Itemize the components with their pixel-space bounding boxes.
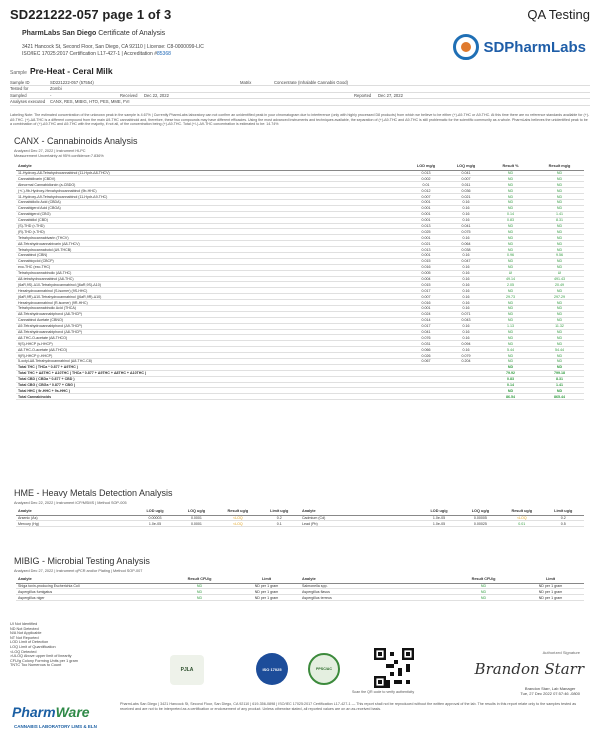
hme-title: HME - Heavy Metals Detection Analysis <box>14 488 173 498</box>
qa-label: QA Testing <box>527 7 590 22</box>
result-pct-cell: ND <box>486 194 535 200</box>
analyte-cell: Total THC + Δ8THC + Δ10THC ( THCa * 0.877 + Δ9THC + Δ8THC + Δ10THC ) <box>16 370 406 376</box>
report-id: SD221222-057 page 1 of 3 <box>10 7 172 22</box>
hme-cell: <LOQ <box>217 521 258 527</box>
hme-table <box>16 508 584 527</box>
meta-row: Tested for Zombi <box>10 86 590 92</box>
loq-cell: 0.16 <box>446 252 486 258</box>
lod-cell: 0.001 <box>406 305 446 311</box>
lab-line <box>22 30 165 37</box>
result-pct-cell: ND <box>486 288 535 294</box>
result-mg-cell: 799.18 <box>535 370 584 376</box>
result-mg-cell: 865.44 <box>535 394 584 400</box>
analyte-cell: 5-octyl-Δ8-Tetrahydrocannabinol (Δ8-THC-C8) <box>16 359 406 365</box>
legend-item: UI Not Identified <box>10 622 38 626</box>
result-pct-cell: ND <box>486 329 535 335</box>
loq-cell: 0.007 <box>446 176 486 182</box>
table-row <box>16 394 584 400</box>
analyte-cell: 11-Hydroxy-Δ8-Tetrahydrocannabinol (11-Hydr-Δ8-THCV) <box>16 170 406 176</box>
result-mg-cell: ND <box>535 364 584 370</box>
result-mg-cell: 20.49 <box>535 282 584 288</box>
lod-cell: 0.066 <box>406 347 446 353</box>
result-pct-cell: ND <box>486 182 535 188</box>
col-header: LOQ ug/g <box>460 508 501 515</box>
loq-cell: 0.047 <box>446 258 486 264</box>
table-row <box>16 521 584 527</box>
analyte-cell: Cannabinol (CBN) <box>16 252 406 258</box>
col-lod: LOD mg/g <box>406 163 446 170</box>
result-mg-cell: 8.31 <box>535 376 584 382</box>
mibig-cell: ND <box>166 589 233 595</box>
result-pct-cell: ND <box>486 199 535 205</box>
result-mg-cell: ND <box>535 264 584 270</box>
analyte-cell: Tetrahydrocannabutol (Δ9-THCB) <box>16 247 406 253</box>
result-pct-cell: ND <box>486 359 535 365</box>
lod-cell: 0.001 <box>406 205 446 211</box>
loq-cell: 0.041 <box>446 223 486 229</box>
result-mg-cell: 1.41 <box>535 211 584 217</box>
lod-cell: 0.004 <box>406 276 446 282</box>
result-mg-cell: ND <box>535 235 584 241</box>
col-header: Analyte <box>16 576 166 583</box>
lod-cell: 0.001 <box>406 235 446 241</box>
analyte-cell: (6aR,9R)-Δ10-Tetrahydrocannabinol ((6aR,9R)-Δ10) <box>16 294 406 300</box>
legend-item: CFU/g Colony Forming Units per 1 gram <box>10 658 78 663</box>
result-pct-cell: 0.14 <box>486 382 535 388</box>
lod-cell: 0.017 <box>406 288 446 294</box>
legend-item: NT Not Reported <box>10 635 39 640</box>
lod-cell: 0.01 <box>406 182 446 188</box>
footer-note: PharmLabs San Diego | 3421 Hancock St, Second Floor, San Diego, CA 92110 | 619-356-0898 | ISO/IEC 17025:2017 Certification L17-427-1 — This report shall not be reproduced without the written approval of the lab. The results in this report relate only to the samples tested as received and are not to be interpreted as a certification or endorsement of any product. Unless otherwise stated, all reported values are on an as-received basis. <box>120 702 577 711</box>
hme-cell: Lead (Pb) <box>300 521 418 527</box>
result-mg-cell: ND <box>535 329 584 335</box>
result-pct-cell: 0.83 <box>486 376 535 382</box>
result-pct-cell: ND <box>486 188 535 194</box>
result-mg-cell: ND <box>535 182 584 188</box>
col-header: Analyte <box>300 508 418 515</box>
pjla-badge: PJLA <box>170 655 204 685</box>
legend-item: N/A Not Applicable <box>10 631 42 636</box>
loq-cell: 0.036 <box>446 188 486 194</box>
mibig-cell: ND per 1 gram <box>517 583 584 589</box>
mibig-cell: Aspergillus terreus <box>300 595 450 601</box>
mibig-cell: Aspergillus niger <box>16 595 166 601</box>
loq-cell: 0.094 <box>446 341 486 347</box>
result-pct-cell: 29.73 <box>486 294 535 300</box>
lod-cell: 0.007 <box>406 294 446 300</box>
loq-cell: 0.071 <box>446 311 486 317</box>
result-mg-cell: ND <box>535 288 584 294</box>
qr-caption: Scan the QR code to verify authenticity <box>352 690 415 694</box>
meta-row: Sample ID SD221222-057 (57554) Matrix Concentrate (Inhalable Cannabis Good) <box>10 80 590 86</box>
hme-cell: 0.2 <box>259 515 300 521</box>
analyte-cell: Cannabigerol Acid (CBGA) <box>16 205 406 211</box>
mibig-cell: Aspergillus fumigatus <box>16 589 166 595</box>
signature-label: Authorized Signature <box>542 650 580 655</box>
col-header: Limit ug/g <box>543 508 585 515</box>
lab-address <box>22 44 382 58</box>
lab-logo <box>453 34 586 60</box>
pharmware-tagline: CANNABIS LABORATORY LIMS & ELN <box>14 724 97 729</box>
col-header: Result CFU/g <box>166 576 233 583</box>
col-analyte: Analyte <box>16 163 406 170</box>
logo-icon <box>453 34 479 60</box>
loq-cell: 0.043 <box>446 317 486 323</box>
loq-cell: 0.16 <box>446 329 486 335</box>
hme-cell: <LOQ <box>501 515 542 521</box>
result-pct-cell: ND <box>486 305 535 311</box>
result-mg-cell: ND <box>535 388 584 394</box>
col-loq: LOQ mg/g <box>446 163 486 170</box>
loq-cell: 0.16 <box>446 199 486 205</box>
result-pct-cell: ND <box>486 335 535 341</box>
analyte-cell: Abnormal Cannabidiorcin (a-CBDO) <box>16 182 406 188</box>
hme-cell: 0.0001 <box>176 515 217 521</box>
analyte-cell: Total CBG ( CBGa * 0.877 + CBG ) <box>16 382 406 388</box>
result-mg-cell: ND <box>535 359 584 365</box>
loq-cell: 0.204 <box>446 359 486 365</box>
analyte-cell: Δ8-Tetrahydrocannabiphorol (Δ8-THCP) <box>16 311 406 317</box>
signatory: Brandon Starr, Lab Manager Tue, 27 Dec 2022 07:57:46 -0800 <box>520 686 580 696</box>
result-pct-cell: ND <box>486 300 535 306</box>
analyte-cell: exo-THC (exo-THC) <box>16 264 406 270</box>
mibig-cell: ND <box>166 583 233 589</box>
lod-cell: 0.015 <box>406 258 446 264</box>
analyte-cell: Total HHC ( 9r-HHC + 9s-HHC ) <box>16 388 406 394</box>
mibig-cell: ND per 1 gram <box>517 595 584 601</box>
result-pct-cell: 0.96 <box>486 252 535 258</box>
col-result-mg: Result mg/g <box>535 163 584 170</box>
lod-cell: 0.024 <box>406 311 446 317</box>
qr-code[interactable] <box>374 648 414 688</box>
loq-cell: 0.16 <box>446 264 486 270</box>
result-pct-cell: ND <box>486 170 535 176</box>
analyte-cell: Δ8-THC-O-acetate (Δ8-THCO) <box>16 347 406 353</box>
mibig-title: MIBIG - Microbial Testing Analysis <box>14 556 150 566</box>
col-header: Result CFU/g <box>450 576 517 583</box>
meta-row: Analyses executed CANX, RES, MIBIG, HTO, PES, MME, FVI <box>10 99 590 105</box>
lod-cell: 0.007 <box>406 194 446 200</box>
legend-item: ND Not Detected <box>10 626 39 631</box>
lod-cell: 0.014 <box>406 317 446 323</box>
table-row <box>16 595 584 601</box>
analyte-cell: 9(S)-HHCP (s-HHCP) <box>16 341 406 347</box>
legend-item: LOQ Limit of Quantification <box>10 644 56 649</box>
result-pct-cell: ND <box>486 235 535 241</box>
result-mg-cell: 297.29 <box>535 294 584 300</box>
result-mg-cell: ND <box>535 353 584 359</box>
loq-cell: 0.16 <box>446 211 486 217</box>
mibig-cell: ND per 1 gram <box>233 595 300 601</box>
col-header: Limit ug/g <box>259 508 300 515</box>
lod-cell: 0.025 <box>406 229 446 235</box>
result-pct-cell: ND <box>486 258 535 264</box>
loq-cell: 0.16 <box>446 288 486 294</box>
result-mg-cell: UI <box>535 270 584 276</box>
result-mg-cell: ND <box>535 317 584 323</box>
analyte-cell: (6aR,9S)-Δ10-Tetrahydrocannabinol ((6aR,9S)-Δ10) <box>16 282 406 288</box>
result-pct-cell: ND <box>486 247 535 253</box>
result-pct-cell: ND <box>486 341 535 347</box>
result-mg-cell: 9.56 <box>535 252 584 258</box>
accreditation-link[interactable]: 85368 <box>157 51 171 57</box>
result-mg-cell: ND <box>535 194 584 200</box>
analyte-cell: Tetrahydrocannabivarin (THCV) <box>16 235 406 241</box>
hme-cell: 0.1 <box>259 521 300 527</box>
result-pct-cell: ND <box>486 264 535 270</box>
result-mg-cell: ND <box>535 305 584 311</box>
result-mg-cell: ND <box>535 241 584 247</box>
result-pct-cell: ND <box>486 317 535 323</box>
result-mg-cell: 11.32 <box>535 323 584 329</box>
lod-cell: 0.076 <box>406 335 446 341</box>
hme-cell: 0.00003 <box>134 515 175 521</box>
signature: Brandon Starr <box>474 660 584 678</box>
col-header: LOD ug/g <box>418 508 459 515</box>
lod-cell <box>406 394 446 400</box>
result-pct-cell: 0.14 <box>486 211 535 217</box>
result-pct-cell: 5.44 <box>486 347 535 353</box>
loq-cell: 0.021 <box>446 194 486 200</box>
analyte-cell: Tetrahydrocannabinolic Acid (THCA) <box>16 305 406 311</box>
result-mg-cell: ND <box>535 335 584 341</box>
lod-cell: 0.001 <box>406 217 446 223</box>
result-mg-cell: ND <box>535 205 584 211</box>
hme-cell: 1.0e-05 <box>134 521 175 527</box>
canx-subtitle: Analyzed Dec 27, 2022 | Instrument HLPC Measurement Uncertainty at 95% confidence:7.836% <box>14 149 104 158</box>
analyte-cell: Δ8-THC-O-acetate (Δ8-THCO) <box>16 335 406 341</box>
analyte-cell: Total THC ( THCa * 0.877 + Δ9THC ) <box>16 364 406 370</box>
col-header: LOQ ug/g <box>176 508 217 515</box>
result-mg-cell: ND <box>535 300 584 306</box>
result-pct-cell: UI <box>486 270 535 276</box>
analyte-cell: Total CBD ( CBDa * 0.877 + CBD ) <box>16 376 406 382</box>
hme-cell: Arsenic (As) <box>16 515 134 521</box>
result-mg-cell: ND <box>535 311 584 317</box>
result-mg-cell: ND <box>535 341 584 347</box>
result-pct-cell: ND <box>486 388 535 394</box>
lab-name: PharmLabs San Diego <box>22 30 97 37</box>
result-pct-cell: ND <box>486 364 535 370</box>
loq-cell: 0.16 <box>446 335 486 341</box>
hme-cell: Cadmium (Cd) <box>300 515 418 521</box>
loq-cell: 0.16 <box>446 294 486 300</box>
ppsc-badge: PPSC/AC <box>308 653 340 685</box>
loq-cell: 0.16 <box>446 347 486 353</box>
mibig-cell: Salmonella spp. <box>300 583 450 589</box>
labeling-note: Labeling Note: The estimated concentration of the unknown peak in the sample is 4.67% | Currently PharmLabs laboratory can not confirm an unidentified peak in your chromatogram due to interference (only with highly processed D8 products) from which we believe to be either (+)-Δ9-THC or Δ9-THC. At this time there are no reference standards available for (+)-Δ9-THC. (+)-Δ8-THC is a different compound from the main Δ9-THC cannabinoid and, therefore, these two compounds may have different efficacies. Using the most advanced instruments and techniques available, the separation of (+)-Δ9-THC and Δ9-THC is still problematic for the scientific community as a whole. PharmLabs believes the unidentified peak to be a combination of (+)-Δ9-THC and Δ9-THC with the majority, if not all, of the concentration being (+)-Δ9-THC. Total (+/-)-Δ9-THC concentration is estimated to be: 14.74% <box>10 113 590 126</box>
pharmware-logo: PharmWare <box>12 704 90 720</box>
loq-cell: 0.041 <box>446 170 486 176</box>
analyte-cell: 9(R)-HHCP (r-HHCP) <box>16 353 406 359</box>
result-pct-cell: ND <box>486 311 535 317</box>
hme-cell: Mercury (Hg) <box>16 521 134 527</box>
iso-badge: ISO 17025 <box>256 653 288 685</box>
result-pct-cell: ND <box>486 241 535 247</box>
sample-meta <box>10 80 590 106</box>
analyte-cell: Cannabigerol (CBG) <box>16 211 406 217</box>
lod-cell: 0.017 <box>406 323 446 329</box>
col-header: Result ug/g <box>501 508 542 515</box>
analyte-cell: Δ8-tetrahydrocannabinol (Δ8-THC) <box>16 276 406 282</box>
result-pct-cell: 49.14 <box>486 276 535 282</box>
lod-cell: 0.005 <box>406 270 446 276</box>
loq-cell: 0.064 <box>446 241 486 247</box>
analyte-cell: Cannabidiol (CBD) <box>16 217 406 223</box>
loq-cell: 0.079 <box>446 353 486 359</box>
mibig-cell: Aspergillus flavus <box>300 589 450 595</box>
lod-cell: 0.013 <box>406 247 446 253</box>
result-mg-cell: ND <box>535 199 584 205</box>
lod-cell: 0.015 <box>406 282 446 288</box>
result-pct-cell: 0.83 <box>486 217 535 223</box>
iso-line: ISO/IEC 17025:2017 Certification L17-427-1 | Accreditation #85368 <box>22 51 171 57</box>
result-mg-cell: ND <box>535 170 584 176</box>
analyte-cell: Cannabinol Acetate (CBNO) <box>16 317 406 323</box>
loq-cell: 0.16 <box>446 300 486 306</box>
analyte-cell: 11-Hydroxy-Δ9-Tetrahydrocannabinol (11-Hydr-Δ9-THC) <box>16 194 406 200</box>
lod-cell: 0.041 <box>406 329 446 335</box>
canx-table <box>16 163 584 400</box>
sample-name: Sample Pre-Heat - Ceral Milk <box>10 66 113 76</box>
result-pct-cell: 1.13 <box>486 323 535 329</box>
col-header: Analyte <box>300 576 450 583</box>
analyte-cell: (+/-)-9b-Hydroxy-Hexahydrocannabinol (9b-HHC) <box>16 188 406 194</box>
col-header: Result ug/g <box>217 508 258 515</box>
lod-cell: 0.001 <box>406 252 446 258</box>
hme-cell: 0.00025 <box>460 521 501 527</box>
hme-cell: 0.01 <box>501 521 542 527</box>
result-mg-cell: ND <box>535 176 584 182</box>
lod-cell: 0.016 <box>406 264 446 270</box>
lod-cell: 0.013 <box>406 170 446 176</box>
lod-cell: 0.021 <box>406 241 446 247</box>
address-line: 3421 Hancock St, Second Floor, San Diego, CA 92110 | License: C8-0000099-LIC <box>22 44 204 50</box>
analyte-cell: Δ8-Tetrahydrocannabivarin (Δ8-THCV) <box>16 241 406 247</box>
analyte-cell: Δ8-Tetrahydrocannabiphorol (Δ8-THCP) <box>16 329 406 335</box>
col-header: Limit <box>517 576 584 583</box>
meta-row: Sampled - Received Dec 22, 2022 Reported Dec 27, 2022 <box>10 93 590 99</box>
loq-cell: 0.16 <box>446 282 486 288</box>
loq-cell: 0.16 <box>446 217 486 223</box>
legend-item: TNTC Too Numerous to Count <box>10 663 62 668</box>
hme-subtitle: Analyzed Dec 22, 2022 | Instrument ICP/MSMS | Method SOP-005 <box>14 501 127 505</box>
analyte-cell: Δ9-Tetrahydrocannabiphorol (Δ9-THCP) <box>16 323 406 329</box>
hme-cell: <LOQ <box>217 515 258 521</box>
hme-cell: 0.2 <box>543 515 585 521</box>
lod-cell: 0.002 <box>406 176 446 182</box>
loq-cell: 0.16 <box>446 323 486 329</box>
loq-cell: 0.038 <box>446 247 486 253</box>
legend-item: LOD Limit of Detection <box>10 640 49 645</box>
lod-cell: 0.067 <box>406 359 446 365</box>
mibig-cell: ND per 1 gram <box>517 589 584 595</box>
result-pct-cell: ND <box>486 229 535 235</box>
analyte-cell: Hexahydrocannabinol (S-isomer) (9S-HHC) <box>16 288 406 294</box>
loq-cell <box>446 394 486 400</box>
result-mg-cell: 8.31 <box>535 217 584 223</box>
result-mg-cell: 491.43 <box>535 276 584 282</box>
result-mg-cell: ND <box>535 258 584 264</box>
analyte-cell: (R)-THD (r-THD) <box>16 229 406 235</box>
canx-title: CANX - Cannabinoids Analysis <box>14 136 138 146</box>
loq-cell: 0.075 <box>446 229 486 235</box>
col-header: Limit <box>233 576 300 583</box>
mibig-cell: ND per 1 gram <box>233 589 300 595</box>
mibig-cell: ND <box>450 595 517 601</box>
hme-cell: 0.0001 <box>176 521 217 527</box>
result-pct-cell: ND <box>486 353 535 359</box>
loq-cell: 0.16 <box>446 305 486 311</box>
analyte-cell: Cannabicyclol (CBCP) <box>16 258 406 264</box>
result-mg-cell: ND <box>535 223 584 229</box>
result-mg-cell: 54.44 <box>535 347 584 353</box>
mibig-cell: ND <box>450 589 517 595</box>
loq-cell: 0.16 <box>446 270 486 276</box>
analyte-cell: Hexahydrocannabinol (R-isomer) (9R-HHC) <box>16 300 406 306</box>
lod-cell: 0.013 <box>406 223 446 229</box>
col-header: Analyte <box>16 508 134 515</box>
lod-cell: 0.012 <box>406 188 446 194</box>
lod-cell: 0.026 <box>406 353 446 359</box>
loq-cell: 0.011 <box>446 182 486 188</box>
col-header: LOD ug/g <box>134 508 175 515</box>
hme-cell: 1.0e-05 <box>418 515 459 521</box>
analyte-cell: Tetrahydrocannabinolic (Δ8-THC) <box>16 270 406 276</box>
col-result-pct: Result % <box>486 163 535 170</box>
loq-cell: 0.16 <box>446 276 486 282</box>
lod-cell: 0.001 <box>406 199 446 205</box>
result-mg-cell: ND <box>535 188 584 194</box>
analyte-cell: (S)-THD (r-THD) <box>16 223 406 229</box>
mibig-table <box>16 576 584 601</box>
analyte-cell: Cannabidiolic Acid (CBDA) <box>16 199 406 205</box>
hme-cell: 0.5 <box>543 521 585 527</box>
mibig-cell: ND per 1 gram <box>233 583 300 589</box>
result-pct-cell: 86.54 <box>486 394 535 400</box>
lod-cell: 0.016 <box>406 300 446 306</box>
mibig-cell: ND <box>450 583 517 589</box>
loq-cell: 0.16 <box>446 235 486 241</box>
lod-cell: 0.001 <box>406 211 446 217</box>
hme-cell: 0.00005 <box>460 515 501 521</box>
mibig-cell: ND <box>166 595 233 601</box>
result-pct-cell: 2.05 <box>486 282 535 288</box>
result-mg-cell: ND <box>535 247 584 253</box>
hme-cell: 1.0e-05 <box>418 521 459 527</box>
logo-text: SDPharmLabs <box>483 38 586 56</box>
lod-cell: 0.031 <box>406 341 446 347</box>
analyte-cell: Total Cannabinoids <box>16 394 406 400</box>
result-mg-cell: ND <box>535 229 584 235</box>
legend-item: >ULOQ Above upper limit of linearity <box>10 654 72 659</box>
legend-item: <LOQ Detected <box>10 649 37 654</box>
result-pct-cell: 79.92 <box>486 370 535 376</box>
result-pct-cell: ND <box>486 223 535 229</box>
loq-cell: 0.16 <box>446 205 486 211</box>
result-pct-cell: ND <box>486 205 535 211</box>
mibig-cell: Shiga toxin-producing Escherichia Coli <box>16 583 166 589</box>
result-mg-cell: 1.41 <box>535 382 584 388</box>
coa-label: Certificate of Analysis <box>98 30 166 37</box>
abbreviation-legend <box>10 622 100 668</box>
mibig-subtitle: Analyzed Dec 27, 2022 | Instrument qPCR and/or Plating | Method SOP-007 <box>14 569 143 573</box>
analyte-cell: Cannabidivarin (CBDV) <box>16 176 406 182</box>
result-pct-cell: ND <box>486 176 535 182</box>
